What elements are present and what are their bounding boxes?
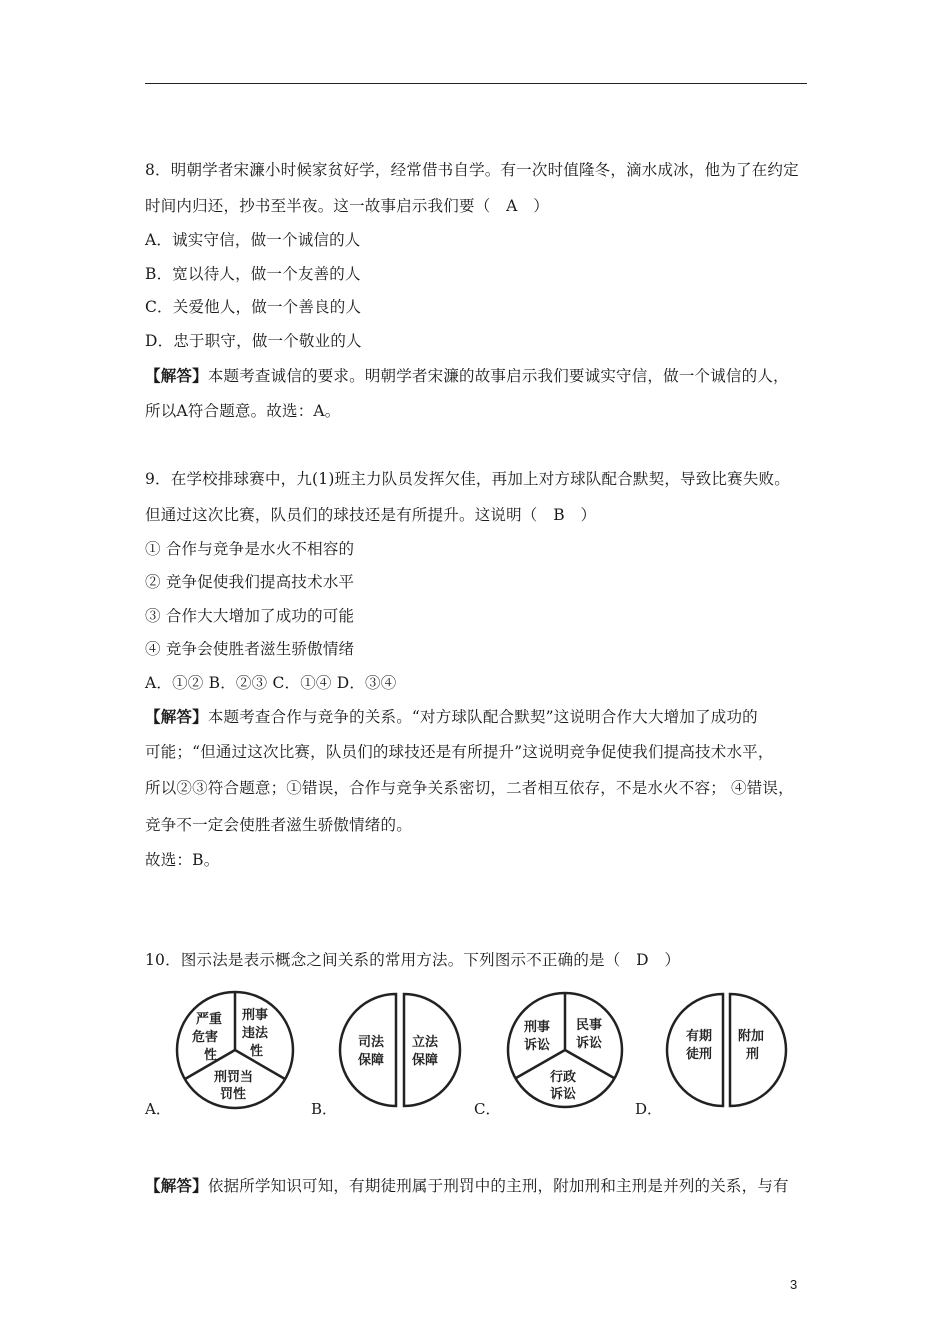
figure-a-s2a: 刑事 — [242, 1008, 269, 1023]
q9-answer-line-3: 所以②③符合题意；①错误，合作与竞争关系密切，二者相互依存，不是水火不容； ④错误， — [145, 779, 794, 797]
q9-answer-line-5: 故选：B。 — [145, 851, 220, 869]
q8-stem-line-1: 8．明朝学者宋濂小时候家贫好学，经常借书自学。有一次时值隆冬，滴水成冰，他为了在约定 — [145, 161, 799, 179]
figure-a-s1a: 严重 — [196, 1012, 223, 1027]
q9-choices: A．①② B．②③ C．①④ D．③④ — [145, 674, 397, 692]
page-number: 3 — [790, 1277, 798, 1292]
figure-d-r1: 附加 — [738, 1029, 765, 1044]
answer-text: 本题考查诚信的要求。明朝学者宋濂的故事启示我们要诚实守信，做一个诚信的人， — [207, 367, 789, 385]
figure-b-label: B． — [311, 1100, 338, 1118]
figure-b — [336, 985, 466, 1119]
answer-tag: 【解答】 — [145, 1176, 208, 1195]
q8-answer-line-1 — [145, 366, 789, 386]
q9-answer-line-4: 竞争不一定会使胜者滋生骄傲情绪的。 — [145, 816, 412, 834]
figure-b-r2: 保障 — [412, 1053, 439, 1068]
figure-d-r2: 刑 — [746, 1047, 760, 1062]
figure-d-label: D． — [635, 1100, 663, 1118]
figure-c-diagram — [500, 985, 630, 1115]
figure-b-r1: 立法 — [412, 1035, 439, 1050]
figure-d-l2: 徒刑 — [686, 1047, 713, 1062]
q9-item-1: ① 合作与竞争是水火不相容的 — [145, 540, 355, 558]
figure-b-l2: 保障 — [358, 1053, 385, 1068]
figure-a-s3b: 罚性 — [220, 1087, 247, 1102]
figure-d — [664, 985, 794, 1119]
figure-b-right-half — [404, 994, 460, 1106]
answer-text: 依据所学知识可知，有期徒刑属于刑罚中的主刑，附加刑和主刑是并列的关系，与有 — [207, 1177, 789, 1195]
q8-option-c: C．关爱他人，做一个善良的人 — [145, 298, 362, 316]
q10-stem: 10．图示法是表示概念之间关系的常用方法。下列图示不正确的是（ D ） — [145, 951, 681, 969]
q8-answer-line-2: 所以A符合题意。故选：A。 — [145, 402, 341, 420]
figure-a — [170, 985, 300, 1119]
figure-b-diagram — [336, 985, 466, 1115]
figure-a-s1c: 性 — [204, 1048, 218, 1063]
q9-stem-line-1: 9．在学校排球赛中，九(1)班主力队员发挥欠佳，再加上对方球队配合默契，导致比赛失败。 — [145, 470, 790, 488]
figure-a-s2b: 违法 — [242, 1026, 269, 1041]
figure-c-s2a: 民事 — [576, 1018, 603, 1033]
figure-a-s3a: 刑罚当 — [214, 1070, 254, 1085]
figure-b-left-half — [340, 994, 396, 1106]
q9-item-3: ③ 合作大大增加了成功的可能 — [145, 607, 355, 625]
figure-a-diagram — [170, 985, 300, 1115]
figure-b-l1: 司法 — [358, 1035, 385, 1050]
figure-c-s2b: 诉讼 — [576, 1036, 603, 1051]
figure-c-s1a: 刑事 — [524, 1020, 551, 1035]
answer-text: 本题考查合作与竞争的关系。“对方球队配合默契”这说明合作大大增加了成功的 — [207, 708, 758, 726]
figure-a-s1b: 危害 — [192, 1030, 219, 1045]
figure-c-label: C． — [474, 1100, 501, 1118]
q8-option-d: D．忠于职守，做一个敬业的人 — [145, 332, 362, 350]
q9-item-4: ④ 竞争会使胜者滋生骄傲情绪 — [145, 640, 355, 658]
figure-c — [500, 985, 630, 1119]
figure-a-s2c: 性 — [250, 1044, 264, 1059]
q9-stem-line-2: 但通过这次比赛，队员们的球技还是有所提升。这说明（ B ） — [145, 506, 597, 524]
q8-option-a: A．诚实守信，做一个诚信的人 — [145, 231, 361, 249]
header-rule — [145, 83, 807, 84]
q9-answer-line-2: 可能；“但通过这次比赛，队员们的球技还是有所提升”这说明竞争促使我们提高技术水平， — [145, 743, 774, 761]
q9-answer-line-1 — [145, 707, 758, 727]
q10-answer-line-1 — [145, 1176, 789, 1196]
q8-stem-line-2: 时间内归还，抄书至半夜。这一故事启示我们要（ A ） — [145, 197, 549, 215]
figure-c-s3b: 诉讼 — [550, 1087, 577, 1102]
q9-item-2: ② 竞争促使我们提高技术水平 — [145, 573, 355, 591]
q8-option-b: B．宽以待人，做一个友善的人 — [145, 265, 361, 283]
answer-tag: 【解答】 — [145, 707, 208, 726]
figure-d-l1: 有期 — [686, 1029, 713, 1044]
figure-c-s3a: 行政 — [550, 1070, 577, 1085]
figure-c-s1b: 诉讼 — [524, 1038, 551, 1053]
answer-tag: 【解答】 — [145, 366, 208, 385]
figure-d-diagram — [664, 985, 794, 1115]
figure-a-label: A． — [145, 1100, 171, 1118]
